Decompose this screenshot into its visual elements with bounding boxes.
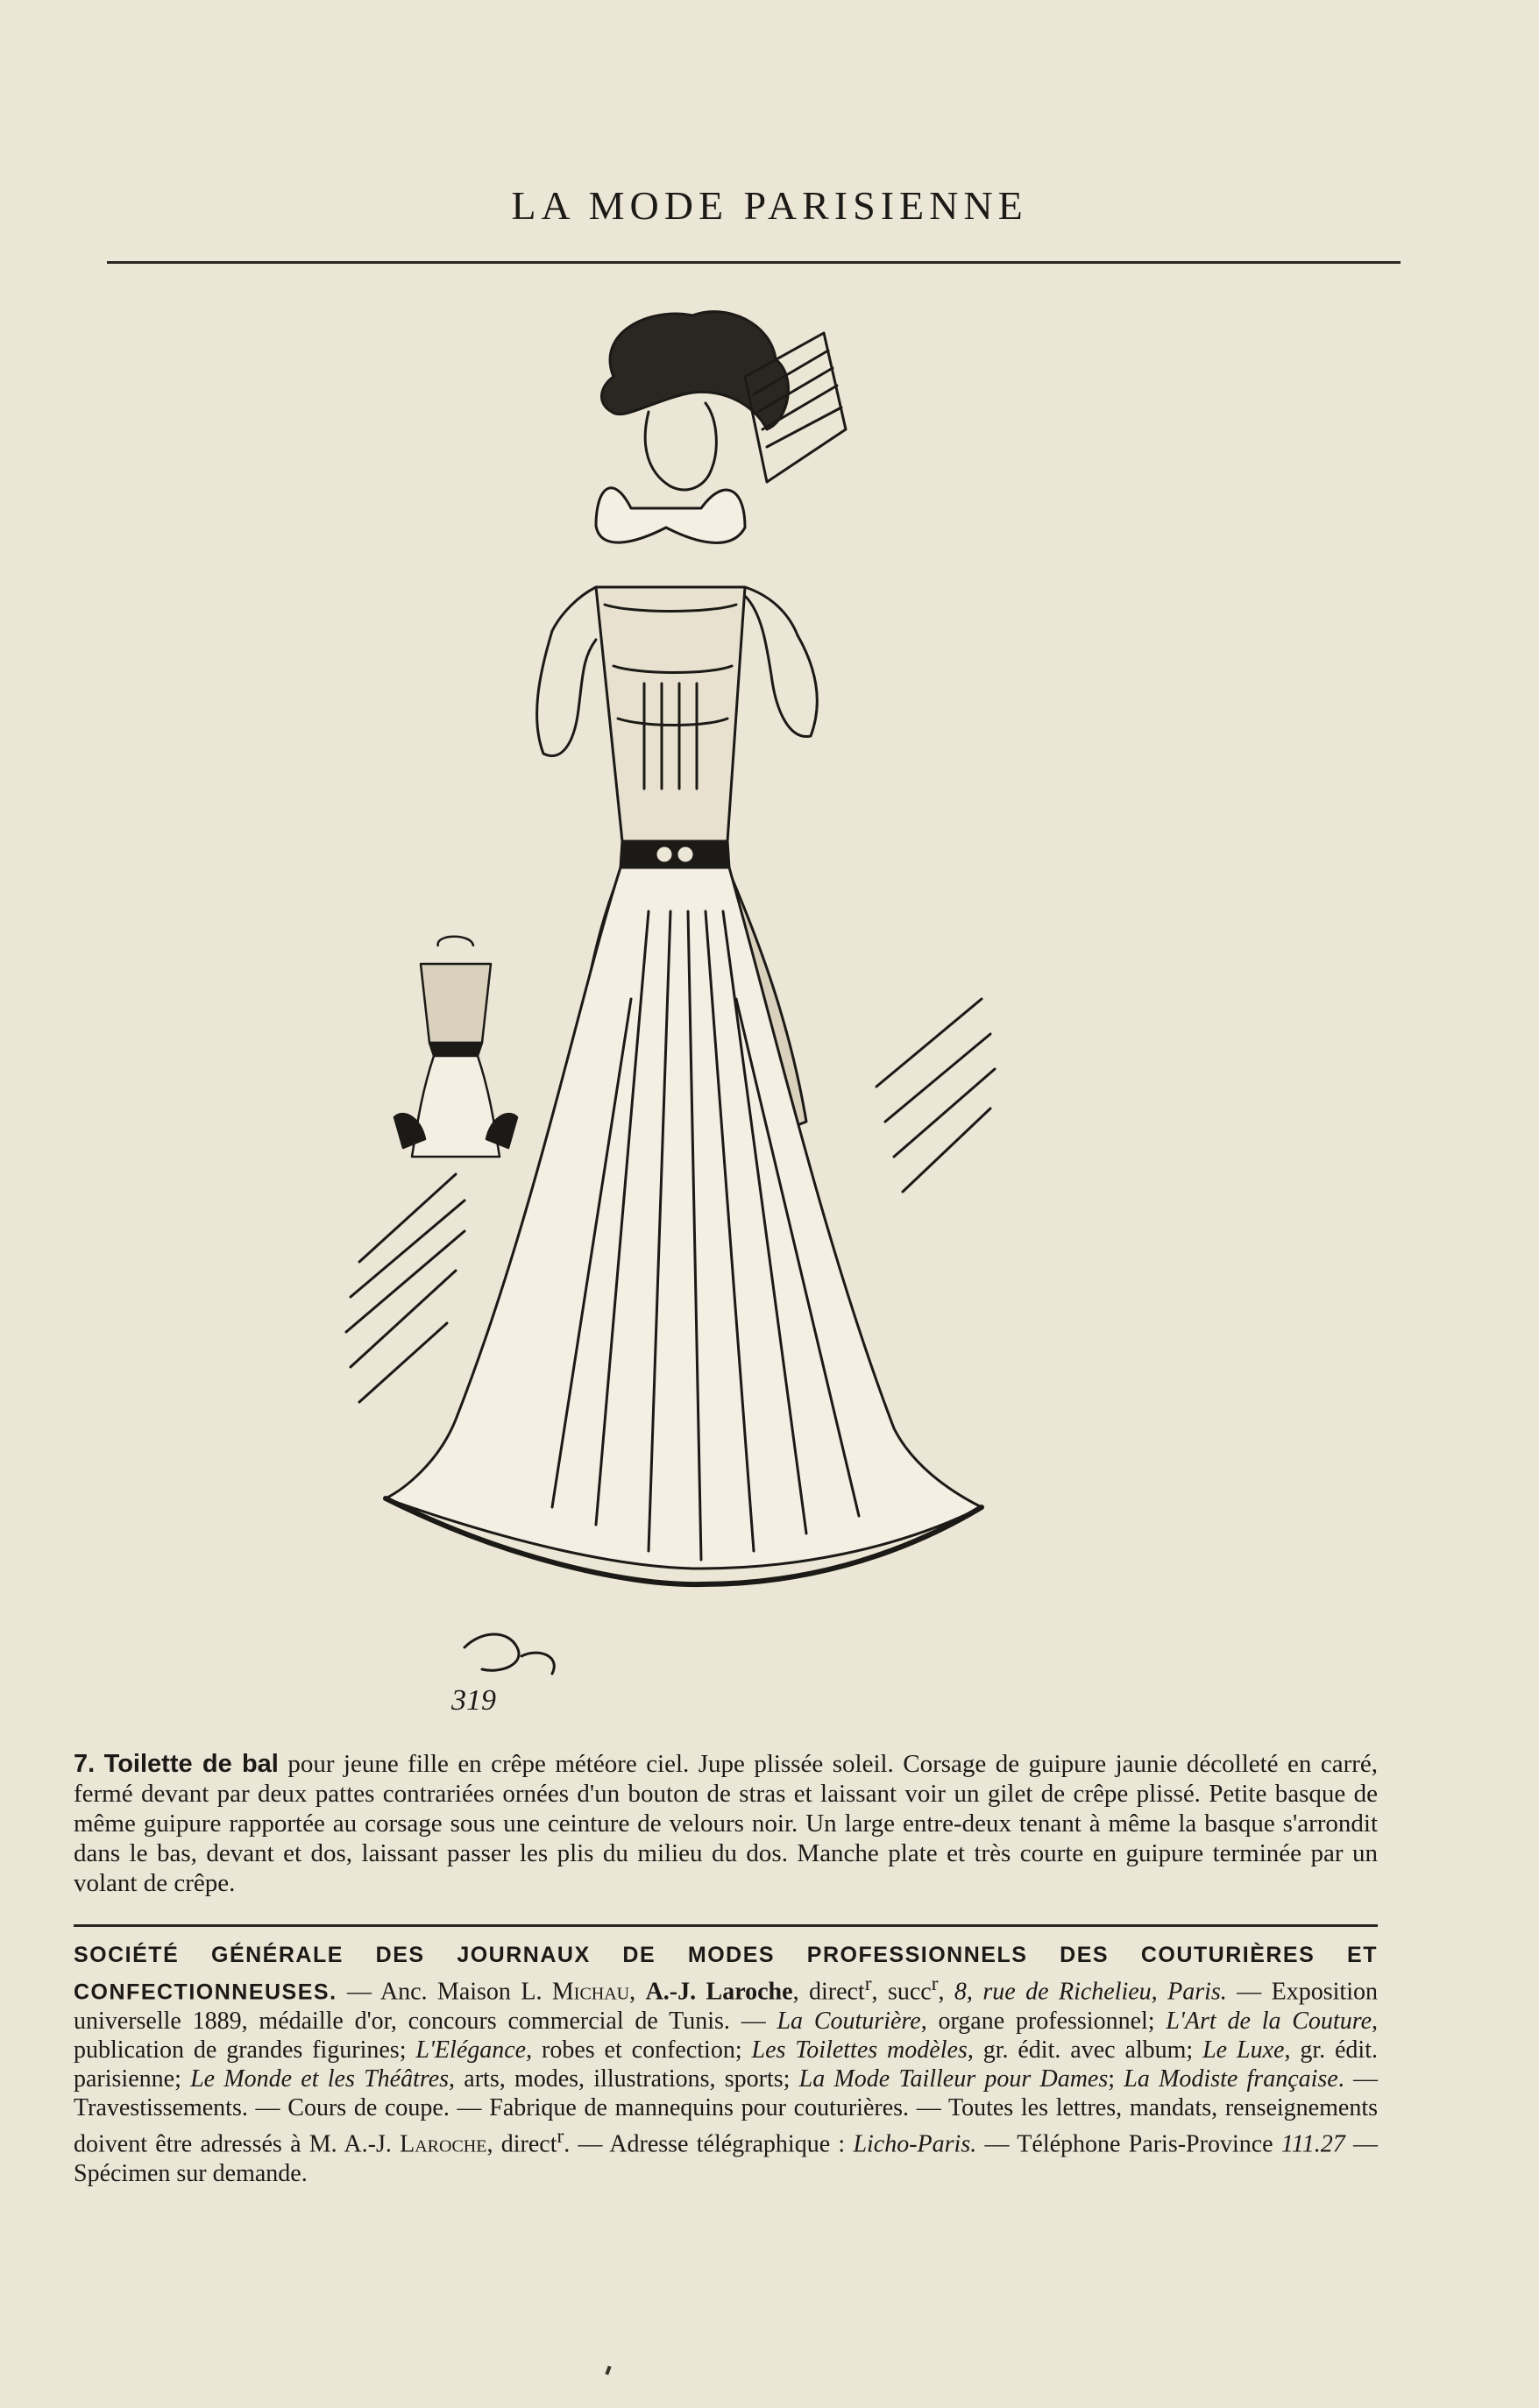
caption-text: pour jeune fille en crêpe météore ciel. Jupe plissée soleil. Corsage de guipure jaunie décolleté en carré, fermé devant par deux pattes contrariées ornées d'un bouton de stras et laissant voir un gilet de crêpe plissé. Petite basque de même guipure rapportée au corsage sous une ceinture de velours noir. Un large entre-deux tenant à même la basque s'arrondit dans le bas, devant et dos, laissant passer les plis du milieu du dos. Manche plate et très courte en guipure terminée par un volant de crêpe.	[74, 1750, 1378, 1897]
imprint-text: . — Adresse télégraphique :	[564, 2130, 854, 2158]
page-title: LA MODE PARISIENNE	[511, 183, 1028, 228]
imprint-text: — Anc. Maison L.	[337, 1978, 552, 2006]
imprint-text: , succ	[871, 1978, 932, 2006]
imprint-text: — Spécimen sur demande.	[74, 2130, 1378, 2187]
imprint-text: ;	[1108, 2065, 1124, 2093]
imprint-address: 8, rue de Richelieu, Paris.	[954, 1978, 1227, 2006]
imprint-text: — Téléphone Paris-Province	[976, 2130, 1281, 2158]
imprint-text: , direct	[486, 2130, 557, 2158]
caption	[74, 1749, 1378, 1898]
publisher-imprint	[74, 1940, 1378, 2188]
imprint-text: , organe professionnel;	[920, 2008, 1167, 2036]
imprint-lead: SOCIÉTÉ GÉNÉRALE DES JOURNAUX DE MODES PROFESSIONNELS DES COUTURIÈRES ET CONFECTIONNEUSES.	[74, 1943, 1378, 2005]
imprint-text: ,	[629, 1978, 646, 2006]
imprint-telegraph: Licho-Paris.	[853, 2130, 977, 2158]
caption-number: 7.	[74, 1750, 96, 1778]
imprint-sup: r	[557, 2125, 564, 2149]
back-view-illustration	[386, 929, 526, 1174]
imprint-text: , robes et confection;	[526, 2036, 752, 2065]
imprint-name: Michau	[551, 1978, 630, 2006]
imprint-phone: 111.27	[1280, 2130, 1345, 2158]
caption-rule	[74, 1924, 1378, 1927]
imprint-text: , gr. édit. avec album;	[967, 2036, 1203, 2065]
imprint-sup: r	[864, 1972, 872, 1995]
header-rule	[107, 261, 1401, 264]
imprint-title: La Couturière	[777, 2008, 921, 2036]
imprint-text: . — Travestissements. — Cours de coupe. — Fabrique de mannequins pour couturières. — Toutes les lettres, mandats, renseignements doivent être adressés à M. A.-J.	[74, 2065, 1378, 2158]
imprint-text: , arts, modes, illustrations, sports;	[449, 2065, 799, 2093]
illustration-number: 319	[451, 1684, 496, 1717]
imprint-title: Le Luxe	[1202, 2036, 1285, 2065]
imprint-title: L'Art de la Couture	[1166, 2008, 1372, 2036]
imprint-text: — Exposition universelle 1889, médaille d'or, concours commercial de Tunis. —	[74, 1978, 1378, 2036]
print-speck	[605, 2366, 611, 2376]
imprint-text: , gr. édit. parisienne;	[74, 2036, 1378, 2093]
imprint-title: Les Toilettes modèles	[751, 2036, 968, 2065]
imprint-name: Laroche	[400, 2130, 487, 2158]
imprint-title: La Mode Tailleur pour Dames	[798, 2065, 1109, 2093]
imprint-sup: r	[931, 1972, 939, 1995]
imprint-text: , publication de grandes figurines;	[74, 2008, 1378, 2065]
imprint-title: La Modiste française	[1124, 2065, 1338, 2093]
imprint-name-bold: A.-J. Laroche	[645, 1978, 793, 2006]
imprint-title: L'Elégance	[415, 2036, 527, 2065]
imprint-text: ,	[938, 1978, 954, 2006]
caption-title: Toilette de bal	[103, 1750, 279, 1778]
imprint-text: , direct	[792, 1978, 865, 2006]
imprint-title: Le Monde et les Théâtres	[190, 2065, 450, 2093]
